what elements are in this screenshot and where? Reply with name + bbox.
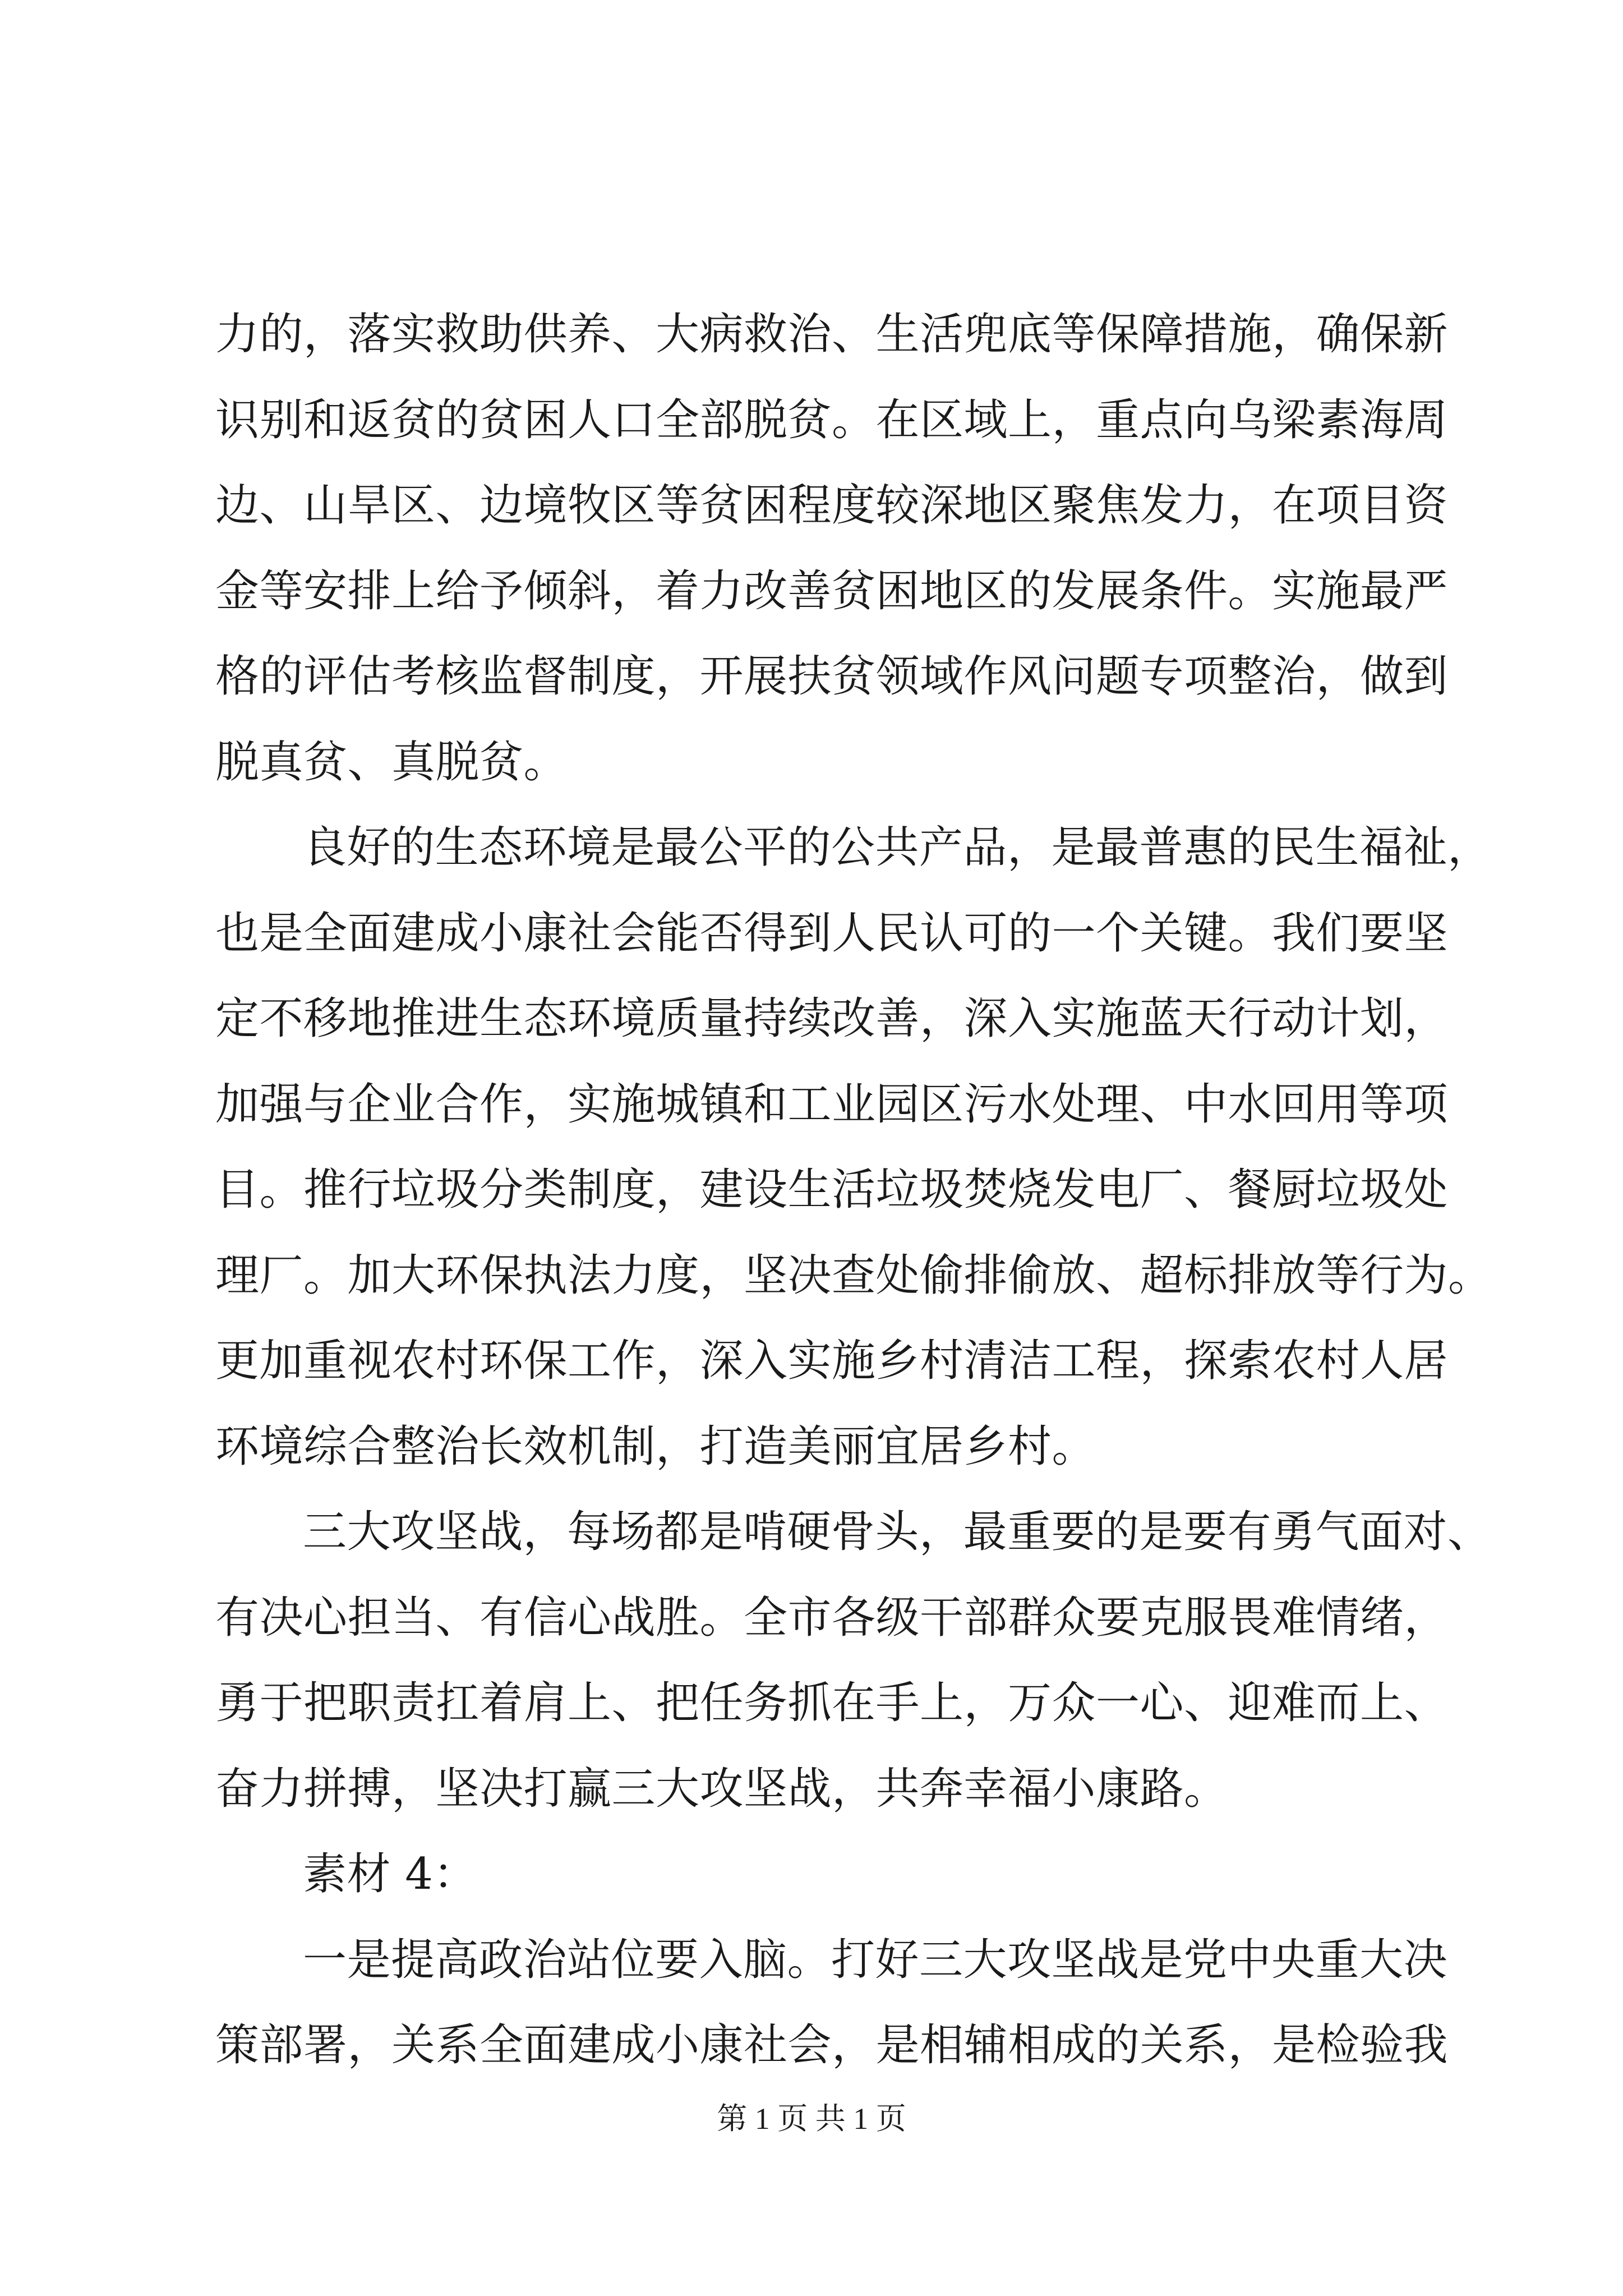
text-line: 环境综合整治长效机制，打造美丽宜居乡村。: [215, 1421, 1096, 1472]
text-line: 加强与企业合作，实施城镇和工业园区污水处理、中水回用等项: [215, 1079, 1449, 1130]
text-line: 有决心担当、有信心战胜。全市各级干部群众要克服畏难情绪，: [215, 1592, 1449, 1643]
text-line: 勇于把职责扛着肩上、把任务抓在手上，万众一心、迎难而上、: [215, 1678, 1449, 1728]
text-line: 理厂。加大环保执法力度，坚决查处偷排偷放、超标排放等行为。: [215, 1250, 1492, 1301]
text-line: 策部署，关系全面建成小康社会，是相辅相成的关系，是检验我: [215, 2020, 1449, 2070]
text-line: 金等安排上给予倾斜，着力改善贫困地区的发展条件。实施最严: [215, 565, 1449, 616]
text-line: 边、山旱区、边境牧区等贫困程度较深地区聚焦发力，在项目资: [215, 480, 1449, 531]
text-line: 定不移地推进生态环境质量持续改善，深入实施蓝天行动计划，: [215, 993, 1449, 1044]
document-body: [215, 292, 1492, 2088]
text-line: 力的，落实救助供养、大病救治、生活兜底等保障措施，确保新: [215, 309, 1449, 360]
text-line: 更加重视农村环保工作，深入实施乡村清洁工程，探索农村人居: [215, 1336, 1449, 1386]
text-line: 奋力拼搏，坚决打赢三大攻坚战，共奔幸福小康路。: [215, 1763, 1228, 1814]
text-line: 也是全面建成小康社会能否得到人民认可的一个关键。我们要坚: [215, 908, 1449, 959]
text-line: 格的评估考核监督制度，开展扶贫领域作风问题专项整治，做到: [215, 651, 1449, 702]
text-line: 目。推行垃圾分类制度，建设生活垃圾焚烧发电厂、餐厨垃圾处: [215, 1165, 1449, 1215]
paragraph-start-line: 良好的生态环境是最公平的公共产品，是最普惠的民生福祉，: [303, 822, 1492, 873]
text-line: 脱真贫、真脱贫。: [215, 737, 568, 788]
page-footer: 第 1 页 共 1 页: [717, 2102, 906, 2136]
text-line: 识别和返贫的贫困人口全部脱贫。在区域上，重点向乌梁素海周: [215, 394, 1449, 445]
section-heading: 素材 4：: [303, 1849, 477, 1899]
paragraph-start-line: 一是提高政治站位要入脑。打好三大攻坚战是党中央重大决: [303, 1934, 1448, 1985]
paragraph-start-line: 三大攻坚战，每场都是啃硬骨头，最重要的是要有勇气面对、: [303, 1507, 1492, 1557]
